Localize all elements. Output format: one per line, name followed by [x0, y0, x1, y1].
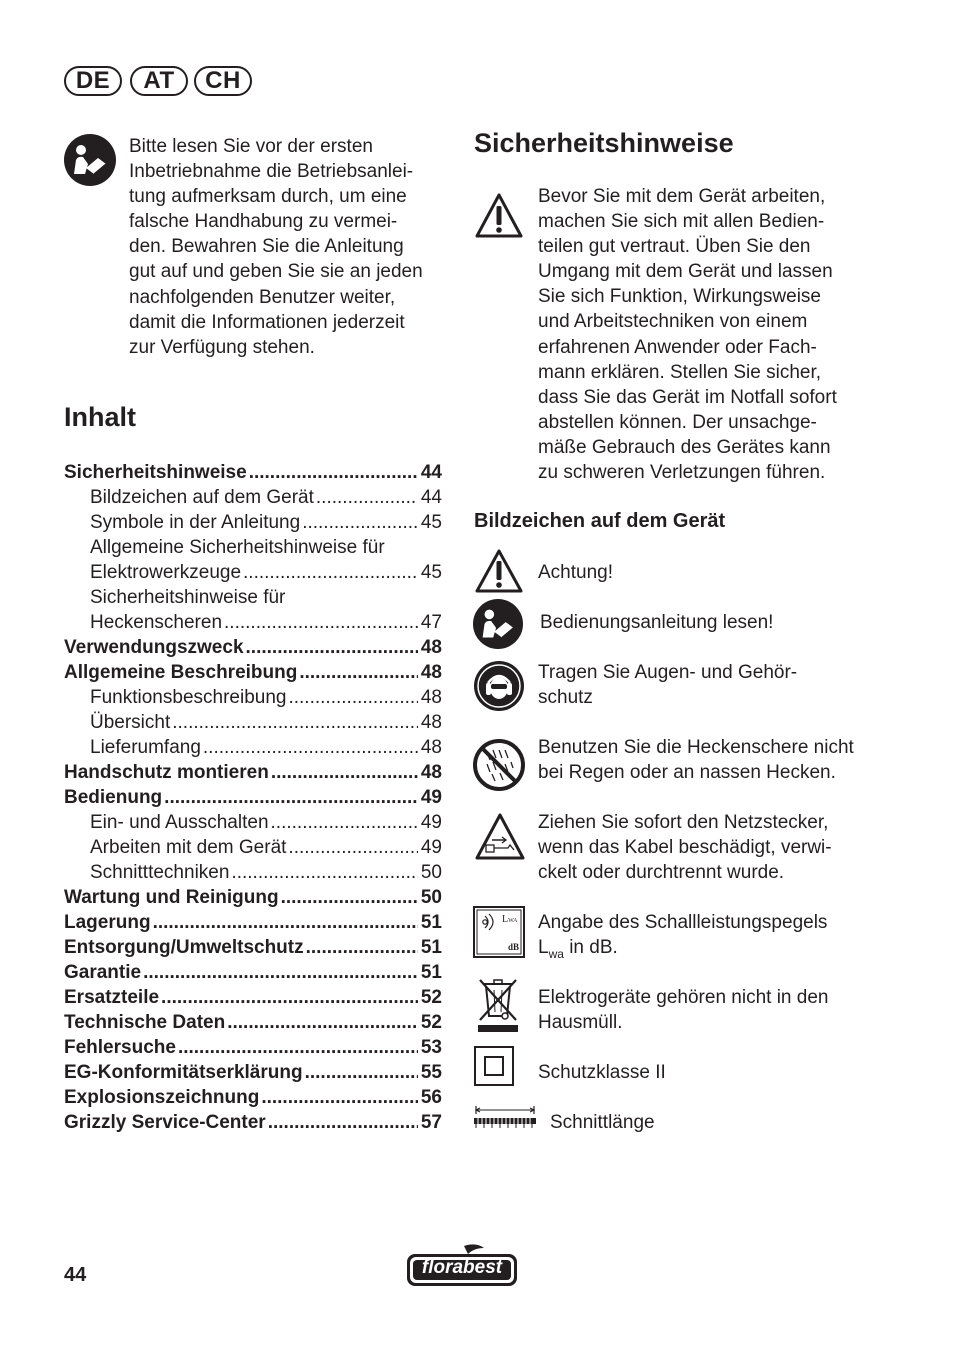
toc-entry[interactable]: Explosionszeichnung ..... 56 [64, 1085, 442, 1110]
symbol-description: Schnittlänge [550, 1112, 655, 1133]
no-rain-icon [472, 738, 526, 792]
page-number: 44 [64, 1264, 87, 1286]
toc-entry[interactable]: Übersicht ..... 48 [64, 710, 442, 735]
toc-entry[interactable]: Handschutz montieren ..... 48 [64, 760, 442, 785]
toc-entry[interactable]: Lagerung ..... 51 [64, 910, 442, 935]
safety-paragraph: Bevor Sie mit dem Gerät arbeiten, machen Sie sich mit allen Bedien- teilen gut vertraut. Üben Sie den Umgang mit dem Gerät und lassen Sie sich Funktion, Wirkungsweise und Arbeitstechniken von einem erfahrenen Anwender oder Fach- mann erklären. Stellen Sie sicher, dass Sie das Gerät im Notfall sofort abstellen können. Der unsachge- mäße Gebrauch des Gerätes kann zu schweren Verletzungen führen. [538, 186, 837, 484]
toc-entry[interactable]: Lieferumfang ..... 48 [64, 735, 442, 760]
toc-entry[interactable]: Funktionsbeschreibung ..... 48 [64, 685, 442, 710]
sound-power-icon: LWA dB [473, 906, 525, 958]
lang-badge-de: DE [64, 66, 122, 96]
toc-entry[interactable]: Allgemeine Sicherheitshinweise für [90, 537, 385, 558]
toc-entry[interactable]: Heckenscheren ..... 47 [64, 610, 442, 635]
toc-entry[interactable]: Grizzly Service-Center ..... 57 [64, 1110, 442, 1135]
symbol-description: Tragen Sie Augen- und Gehör- schutz [538, 662, 798, 709]
toc-entry[interactable]: Technische Daten ..... 52 [64, 1010, 442, 1035]
symbol-description: Achtung! [538, 562, 613, 583]
toc-entry[interactable]: Elektrowerkzeuge ..... 45 [64, 560, 442, 585]
toc-entry[interactable]: Verwendungszweck ..... 48 [64, 635, 442, 660]
toc-entry[interactable]: Schnitttechniken ..... 50 [64, 860, 442, 885]
toc-entry[interactable]: Ein- und Ausschalten ..... 49 [64, 810, 442, 835]
toc-entry[interactable]: EG-Konformitätserklärung ..... 55 [64, 1060, 442, 1085]
toc-entry[interactable]: Bedienung ..... 49 [64, 785, 442, 810]
symbol-description: Bedienungsanleitung lesen! [540, 612, 774, 633]
protection-class-2-icon [474, 1046, 514, 1086]
symbol-description: Elektrogeräte gehören nicht in den Hausmüll. [538, 987, 829, 1034]
symbol-description: Ziehen Sie sofort den Netzstecker, wenn das Kabel beschädigt, verwi- ckelt oder durchtrennt wurde. [538, 812, 832, 884]
cutting-length-icon [472, 1104, 538, 1130]
florabest-logo: florabest [404, 1244, 520, 1290]
toc-entry[interactable]: Wartung und Reinigung ..... 50 [64, 885, 442, 910]
safety-title: Sicherheitshinweise [474, 128, 734, 158]
read-manual-icon [64, 134, 116, 186]
toc-entry[interactable]: Garantie ..... 51 [64, 960, 442, 985]
toc-entry[interactable]: Fehlersuche ..... 53 [64, 1035, 442, 1060]
table-of-contents [64, 460, 442, 1135]
weee-bin-icon [474, 974, 522, 1034]
toc-entry[interactable]: Allgemeine Beschreibung ..... 48 [64, 660, 442, 685]
warning-triangle-icon [474, 192, 524, 240]
symbols-title: Bildzeichen auf dem Gerät [474, 510, 726, 532]
eye-ear-protection-icon [474, 661, 524, 711]
warning-triangle-icon [474, 548, 524, 594]
unplug-warning-icon [474, 812, 526, 862]
toc-entry[interactable]: Symbole in der Anleitung ..... 45 [64, 510, 442, 535]
toc-entry[interactable]: Arbeiten mit dem Gerät ..... 49 [64, 835, 442, 860]
symbol-description: Angabe des Schallleistungspegels $L_{wa}$ in dB. [538, 912, 828, 961]
symbol-description: Schutzklasse II [538, 1062, 666, 1083]
read-manual-icon [473, 599, 523, 649]
toc-entry[interactable]: Sicherheitshinweise für [90, 587, 286, 608]
lang-badge-at: AT [130, 66, 188, 96]
toc-entry[interactable]: Bildzeichen auf dem Gerät ..... 44 [64, 485, 442, 510]
intro-paragraph: Bitte lesen Sie vor der ersten Inbetriebnahme die Betriebsanlei- tung aufmerksam durch, um eine falsche Handhabung zu vermei- den. Bewahren Sie die Anleitung gut auf und geben Sie sie an jeden nachfolgenden Benutzer weiter, damit die Informationen jederzeit zur Verfügung stehen. [129, 136, 423, 358]
toc-entry[interactable]: Sicherheitshinweise ..... 44 [64, 460, 442, 485]
lang-badge-ch: CH [194, 66, 252, 96]
toc-entry[interactable]: Ersatzteile ..... 52 [64, 985, 442, 1010]
symbol-description: Benutzen Sie die Heckenschere nicht bei Regen oder an nassen Hecken. [538, 737, 854, 784]
toc-title: Inhalt [64, 402, 136, 432]
toc-entry[interactable]: Entsorgung/Umweltschutz ..... 51 [64, 935, 442, 960]
